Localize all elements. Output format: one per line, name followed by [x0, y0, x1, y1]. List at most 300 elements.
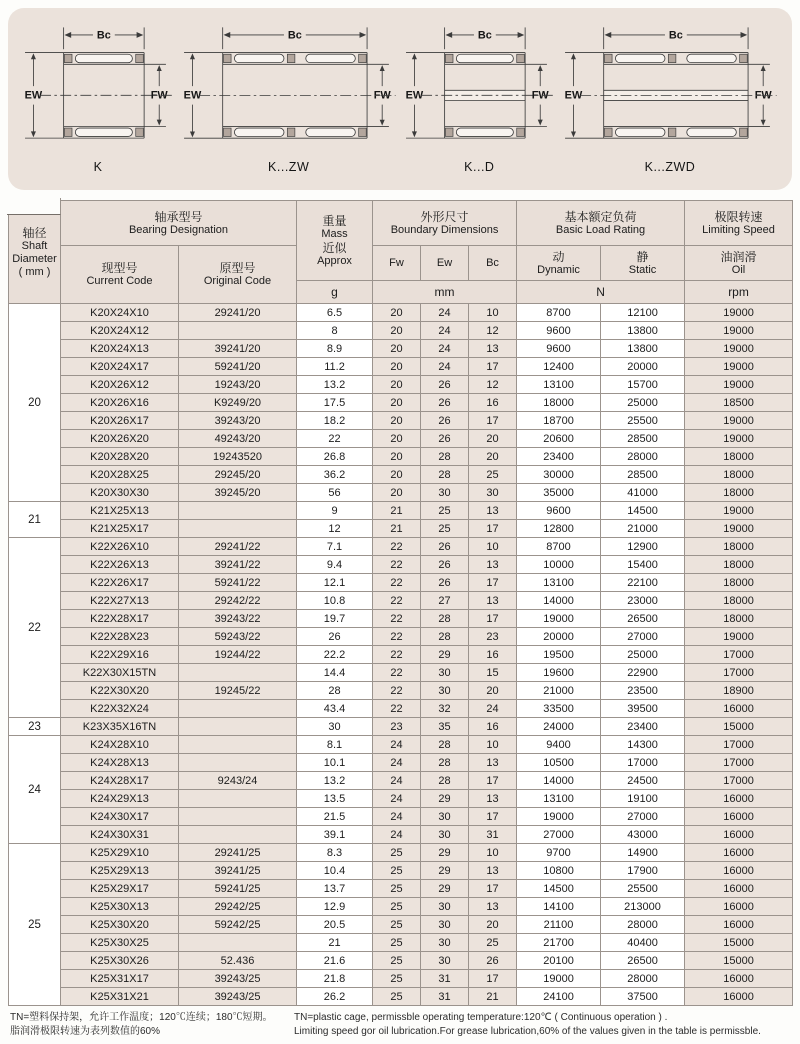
current-code-cell: K22X27X13 — [61, 592, 179, 610]
static-load-cell: 28000 — [601, 970, 685, 988]
bc-cell: 12 — [469, 322, 517, 340]
oil-speed-cell: 16000 — [685, 970, 793, 988]
mass-cell: 9 — [297, 502, 373, 520]
mass-cell: 26.2 — [297, 988, 373, 1006]
dynamic-load-cell: 19000 — [517, 808, 601, 826]
header-original-en: Original Code — [203, 275, 272, 287]
header-speed-en: Limiting Speed — [702, 223, 775, 236]
bearing-cross-section — [401, 24, 557, 160]
static-load-cell: 23000 — [601, 592, 685, 610]
bc-cell: 20 — [469, 916, 517, 934]
mass-cell: 12 — [297, 520, 373, 538]
static-load-cell: 25500 — [601, 412, 685, 430]
bc-cell: 17 — [469, 970, 517, 988]
bc-cell: 15 — [469, 664, 517, 682]
fw-cell: 21 — [373, 520, 421, 538]
ew-cell: 30 — [421, 808, 469, 826]
ew-dimension-label: EW — [183, 89, 201, 102]
header-dims-en: Boundary Dimensions — [390, 223, 499, 236]
bc-dimension-label: Bc — [96, 29, 111, 42]
mass-cell: 12.1 — [297, 574, 373, 592]
oil-speed-cell: 15000 — [685, 934, 793, 952]
table-row — [9, 394, 793, 412]
mass-cell: 28 — [297, 682, 373, 700]
ew-dimension-label: EW — [24, 89, 43, 102]
mass-cell: 14.4 — [297, 664, 373, 682]
table-row — [9, 736, 793, 754]
original-code-cell: 19245/22 — [179, 682, 297, 700]
oil-speed-cell: 17000 — [685, 736, 793, 754]
static-load-cell: 26500 — [601, 952, 685, 970]
ew-cell: 30 — [421, 682, 469, 700]
table-row — [9, 448, 793, 466]
bc-cell: 17 — [469, 880, 517, 898]
static-load-cell: 26500 — [601, 610, 685, 628]
bc-dimension-label: Bc — [287, 29, 302, 42]
oil-speed-cell: 15000 — [685, 952, 793, 970]
current-code-cell: K25X30X25 — [61, 934, 179, 952]
current-code-cell: K20X26X16 — [61, 394, 179, 412]
current-code-cell: K22X26X10 — [61, 538, 179, 556]
oil-speed-cell: 19000 — [685, 304, 793, 322]
bc-cell: 17 — [469, 358, 517, 376]
original-code-cell: 39241/25 — [179, 862, 297, 880]
fw-cell: 20 — [373, 304, 421, 322]
footnote-chinese — [10, 1011, 288, 1039]
bearing-diagram-KD — [401, 24, 557, 174]
table-row — [9, 610, 793, 628]
oil-speed-cell: 16000 — [685, 700, 793, 718]
oil-speed-cell: 18900 — [685, 682, 793, 700]
table-row — [9, 358, 793, 376]
mass-cell: 20.5 — [297, 916, 373, 934]
original-code-cell — [179, 826, 297, 844]
original-code-cell — [179, 700, 297, 718]
fw-cell: 22 — [373, 646, 421, 664]
header-oil-cn: 油润滑 — [720, 249, 757, 264]
bc-dimension-label: Bc — [478, 29, 493, 42]
header-boundary-dimensions — [373, 201, 517, 246]
static-load-cell: 37500 — [601, 988, 685, 1006]
current-code-cell: K25X31X21 — [61, 988, 179, 1006]
current-code-cell: K23X35X16TN — [61, 718, 179, 736]
mass-cell: 8.9 — [297, 340, 373, 358]
dynamic-load-cell: 10500 — [517, 754, 601, 772]
fw-cell: 20 — [373, 340, 421, 358]
static-load-cell: 28000 — [601, 916, 685, 934]
mass-cell: 26 — [297, 628, 373, 646]
dynamic-load-cell: 9600 — [517, 502, 601, 520]
header-mass-cn: 重量 — [322, 213, 347, 228]
diagram-type-label: K...ZW — [268, 160, 310, 174]
current-code-cell: K24X30X17 — [61, 808, 179, 826]
mass-cell: 9.4 — [297, 556, 373, 574]
original-code-cell — [179, 934, 297, 952]
ew-cell: 32 — [421, 700, 469, 718]
static-load-cell: 24500 — [601, 772, 685, 790]
bc-cell: 26 — [469, 952, 517, 970]
dynamic-load-cell: 10000 — [517, 556, 601, 574]
table-row — [9, 934, 793, 952]
unit-mass: g — [297, 281, 373, 304]
shaft-diameter-cell: 21 — [9, 502, 61, 538]
header-shaft-en1: Shaft — [21, 239, 48, 252]
table-row — [9, 700, 793, 718]
oil-speed-cell: 19000 — [685, 376, 793, 394]
mass-cell: 22 — [297, 430, 373, 448]
oil-speed-cell: 16000 — [685, 880, 793, 898]
static-load-cell: 28500 — [601, 430, 685, 448]
original-code-cell: 29241/25 — [179, 844, 297, 862]
ew-cell: 28 — [421, 772, 469, 790]
static-load-cell: 41000 — [601, 484, 685, 502]
dynamic-load-cell: 24000 — [517, 718, 601, 736]
current-code-cell: K22X28X17 — [61, 610, 179, 628]
bc-cell: 17 — [469, 412, 517, 430]
ew-cell: 25 — [421, 520, 469, 538]
footnote-cn-line1: TN=塑料保持架，允许工作温度；120℃连续；180℃短期。 — [10, 1012, 273, 1023]
mass-cell: 10.1 — [297, 754, 373, 772]
fw-cell: 25 — [373, 916, 421, 934]
oil-speed-cell: 16000 — [685, 898, 793, 916]
original-code-cell: 19243520 — [179, 448, 297, 466]
dynamic-load-cell: 27000 — [517, 826, 601, 844]
original-code-cell: 19244/22 — [179, 646, 297, 664]
oil-speed-cell: 17000 — [685, 772, 793, 790]
original-code-cell — [179, 808, 297, 826]
shaft-diameter-cell: 24 — [9, 736, 61, 844]
current-code-cell: K20X28X25 — [61, 466, 179, 484]
ew-cell: 28 — [421, 736, 469, 754]
ew-cell: 30 — [421, 952, 469, 970]
fw-cell: 22 — [373, 574, 421, 592]
header-shaft-diameter — [9, 201, 61, 304]
current-code-cell: K20X26X12 — [61, 376, 179, 394]
dynamic-load-cell: 21700 — [517, 934, 601, 952]
oil-speed-cell: 16000 — [685, 808, 793, 826]
dynamic-load-cell: 8700 — [517, 538, 601, 556]
table-row — [9, 574, 793, 592]
current-code-cell: K20X24X12 — [61, 322, 179, 340]
ew-cell: 30 — [421, 484, 469, 502]
table-row — [9, 898, 793, 916]
table-row — [9, 628, 793, 646]
static-load-cell: 19100 — [601, 790, 685, 808]
fw-cell: 20 — [373, 394, 421, 412]
oil-speed-cell: 16000 — [685, 826, 793, 844]
diagram-type-label: K...D — [464, 160, 495, 174]
mass-cell: 11.2 — [297, 358, 373, 376]
header-ew-label: Ew — [436, 256, 453, 269]
table-row — [9, 304, 793, 322]
header-dynamic — [517, 246, 601, 281]
bc-cell: 17 — [469, 610, 517, 628]
fw-cell: 24 — [373, 790, 421, 808]
original-code-cell: 39243/25 — [179, 988, 297, 1006]
current-code-cell: K20X26X20 — [61, 430, 179, 448]
dynamic-load-cell: 20600 — [517, 430, 601, 448]
original-code-cell: 9243/24 — [179, 772, 297, 790]
oil-speed-cell: 19000 — [685, 340, 793, 358]
fw-cell: 22 — [373, 592, 421, 610]
dynamic-load-cell: 9600 — [517, 340, 601, 358]
dynamic-load-cell: 14000 — [517, 592, 601, 610]
current-code-cell: K20X30X30 — [61, 484, 179, 502]
ew-cell: 28 — [421, 628, 469, 646]
header-bc-label: Bc — [486, 256, 499, 269]
current-code-cell: K25X29X13 — [61, 862, 179, 880]
mass-cell: 17.5 — [297, 394, 373, 412]
header-ew — [421, 246, 469, 281]
header-basic-load-rating — [517, 201, 685, 246]
dynamic-load-cell: 20100 — [517, 952, 601, 970]
table-row — [9, 520, 793, 538]
static-load-cell: 12900 — [601, 538, 685, 556]
table-row — [9, 826, 793, 844]
dynamic-load-cell: 9700 — [517, 844, 601, 862]
header-designation-en: Bearing Designation — [128, 223, 229, 236]
mass-cell: 8.3 — [297, 844, 373, 862]
mass-cell: 39.1 — [297, 826, 373, 844]
bc-cell: 13 — [469, 790, 517, 808]
oil-speed-cell: 19000 — [685, 502, 793, 520]
fw-cell: 23 — [373, 718, 421, 736]
header-static-en: Static — [628, 263, 657, 276]
static-load-cell: 25000 — [601, 394, 685, 412]
table-row — [9, 970, 793, 988]
fw-cell: 22 — [373, 682, 421, 700]
current-code-cell: K24X28X17 — [61, 772, 179, 790]
header-mass-en: Mass — [321, 227, 348, 240]
fw-cell: 20 — [373, 358, 421, 376]
fw-cell: 25 — [373, 844, 421, 862]
original-code-cell: 39243/22 — [179, 610, 297, 628]
dynamic-load-cell: 14500 — [517, 880, 601, 898]
bearing-diagram-KZW — [179, 24, 399, 174]
oil-speed-cell: 18000 — [685, 556, 793, 574]
bearing-diagrams-panel — [8, 8, 792, 190]
bc-cell: 13 — [469, 898, 517, 916]
shaft-diameter-cell: 22 — [9, 538, 61, 718]
bearing-spec-table — [8, 200, 793, 1006]
bearing-diagram-KZWD — [560, 24, 780, 174]
oil-speed-cell: 19000 — [685, 430, 793, 448]
static-load-cell: 213000 — [601, 898, 685, 916]
table-row — [9, 502, 793, 520]
oil-speed-cell: 19000 — [685, 322, 793, 340]
ew-cell: 29 — [421, 790, 469, 808]
current-code-cell: K21X25X13 — [61, 502, 179, 520]
static-load-cell: 25000 — [601, 646, 685, 664]
ew-cell: 29 — [421, 862, 469, 880]
oil-speed-cell: 16000 — [685, 790, 793, 808]
original-code-cell: 29241/20 — [179, 304, 297, 322]
ew-cell: 29 — [421, 646, 469, 664]
table-row — [9, 682, 793, 700]
table-row — [9, 484, 793, 502]
header-shaft-en2: Diameter — [12, 252, 57, 265]
bc-cell: 20 — [469, 430, 517, 448]
fw-cell: 20 — [373, 466, 421, 484]
fw-cell: 20 — [373, 430, 421, 448]
table-corner-notch — [7, 198, 61, 215]
header-speed-cn: 极限转速 — [714, 209, 763, 224]
bc-cell: 17 — [469, 808, 517, 826]
bc-cell: 25 — [469, 934, 517, 952]
oil-speed-cell: 18000 — [685, 448, 793, 466]
dynamic-load-cell: 13100 — [517, 376, 601, 394]
header-dynamic-cn: 动 — [552, 249, 565, 264]
table-row — [9, 718, 793, 736]
original-code-cell: 52.436 — [179, 952, 297, 970]
bc-cell: 13 — [469, 556, 517, 574]
dynamic-load-cell: 8700 — [517, 304, 601, 322]
current-code-cell: K20X24X10 — [61, 304, 179, 322]
current-code-cell: K25X31X17 — [61, 970, 179, 988]
oil-speed-cell: 19000 — [685, 412, 793, 430]
ew-cell: 30 — [421, 664, 469, 682]
ew-cell: 28 — [421, 448, 469, 466]
original-code-cell — [179, 322, 297, 340]
current-code-cell: K25X30X26 — [61, 952, 179, 970]
original-code-cell: 59243/22 — [179, 628, 297, 646]
bc-cell: 30 — [469, 484, 517, 502]
bc-cell: 13 — [469, 862, 517, 880]
dynamic-load-cell: 19500 — [517, 646, 601, 664]
header-approx-cn: 近似 — [322, 240, 347, 255]
table-row — [9, 772, 793, 790]
table-row — [9, 880, 793, 898]
static-load-cell: 28000 — [601, 448, 685, 466]
shaft-diameter-cell: 25 — [9, 844, 61, 1006]
static-load-cell: 14300 — [601, 736, 685, 754]
current-code-cell: K20X24X17 — [61, 358, 179, 376]
dynamic-load-cell: 9400 — [517, 736, 601, 754]
ew-cell: 26 — [421, 376, 469, 394]
footnote-en-line1: TN=plastic cage, permissble operating temperature:120℃ ( Continuous operation ) . — [294, 1012, 668, 1023]
header-static-cn: 静 — [636, 249, 649, 264]
original-code-cell: 39243/20 — [179, 412, 297, 430]
mass-cell: 36.2 — [297, 466, 373, 484]
bc-cell: 13 — [469, 592, 517, 610]
unit-dims: mm — [373, 281, 517, 304]
current-code-cell: K24X28X13 — [61, 754, 179, 772]
fw-cell: 25 — [373, 952, 421, 970]
table-row — [9, 412, 793, 430]
oil-speed-cell: 15000 — [685, 718, 793, 736]
bc-cell: 17 — [469, 574, 517, 592]
bc-cell: 13 — [469, 340, 517, 358]
static-load-cell: 23500 — [601, 682, 685, 700]
mass-cell: 8 — [297, 322, 373, 340]
dynamic-load-cell: 35000 — [517, 484, 601, 502]
ew-cell: 28 — [421, 754, 469, 772]
original-code-cell: 19243/20 — [179, 376, 297, 394]
fw-cell: 24 — [373, 826, 421, 844]
current-code-cell: K22X30X20 — [61, 682, 179, 700]
static-load-cell: 27000 — [601, 628, 685, 646]
fw-cell: 25 — [373, 898, 421, 916]
ew-cell: 30 — [421, 826, 469, 844]
unit-speed: rpm — [685, 281, 793, 304]
bc-cell: 17 — [469, 772, 517, 790]
fw-dimension-label: FW — [373, 89, 391, 102]
static-load-cell: 27000 — [601, 808, 685, 826]
table-row — [9, 322, 793, 340]
table-row — [9, 790, 793, 808]
static-load-cell: 23400 — [601, 718, 685, 736]
header-oil — [685, 246, 793, 281]
dynamic-load-cell: 30000 — [517, 466, 601, 484]
fw-cell: 24 — [373, 808, 421, 826]
bc-cell: 20 — [469, 448, 517, 466]
current-code-cell: K25X29X10 — [61, 844, 179, 862]
oil-speed-cell: 19000 — [685, 520, 793, 538]
dynamic-load-cell: 14000 — [517, 772, 601, 790]
table-row — [9, 844, 793, 862]
bearing-cross-section — [179, 24, 399, 160]
dynamic-load-cell: 14100 — [517, 898, 601, 916]
fw-dimension-label: FW — [532, 89, 550, 102]
ew-cell: 29 — [421, 844, 469, 862]
header-load-en: Basic Load Rating — [555, 223, 646, 236]
bc-cell: 10 — [469, 736, 517, 754]
current-code-cell: K20X28X20 — [61, 448, 179, 466]
original-code-cell: 29242/22 — [179, 592, 297, 610]
ew-cell: 31 — [421, 970, 469, 988]
table-row — [9, 952, 793, 970]
table-row — [9, 862, 793, 880]
fw-cell: 22 — [373, 628, 421, 646]
mass-cell: 18.2 — [297, 412, 373, 430]
ew-cell: 30 — [421, 898, 469, 916]
table-row — [9, 664, 793, 682]
current-code-cell: K20X26X17 — [61, 412, 179, 430]
static-load-cell: 25500 — [601, 880, 685, 898]
dynamic-load-cell: 12400 — [517, 358, 601, 376]
bearing-cross-section — [20, 24, 176, 160]
diagram-type-label: K — [93, 160, 103, 174]
mass-cell: 13.7 — [297, 880, 373, 898]
oil-speed-cell: 18500 — [685, 394, 793, 412]
fw-cell: 24 — [373, 736, 421, 754]
fw-cell: 21 — [373, 502, 421, 520]
footnote-cn-line2: 脂润滑极限转速为表列数值的60% — [10, 1026, 161, 1037]
shaft-diameter-cell: 23 — [9, 718, 61, 736]
header-oil-en: Oil — [731, 263, 746, 276]
original-code-cell — [179, 664, 297, 682]
fw-cell: 25 — [373, 934, 421, 952]
oil-speed-cell: 18000 — [685, 592, 793, 610]
bc-cell: 16 — [469, 718, 517, 736]
fw-cell: 25 — [373, 970, 421, 988]
original-code-cell: 39245/20 — [179, 484, 297, 502]
header-current-code — [61, 246, 179, 304]
header-dims-cn: 外形尺寸 — [420, 209, 469, 224]
table-row — [9, 430, 793, 448]
original-code-cell: 59242/25 — [179, 916, 297, 934]
current-code-cell: K22X28X23 — [61, 628, 179, 646]
ew-cell: 28 — [421, 610, 469, 628]
oil-speed-cell: 19000 — [685, 628, 793, 646]
bc-cell: 10 — [469, 844, 517, 862]
bc-cell: 23 — [469, 628, 517, 646]
header-limiting-speed — [685, 201, 793, 246]
mass-cell: 13.5 — [297, 790, 373, 808]
dynamic-load-cell: 10800 — [517, 862, 601, 880]
ew-cell: 27 — [421, 592, 469, 610]
fw-cell: 22 — [373, 610, 421, 628]
